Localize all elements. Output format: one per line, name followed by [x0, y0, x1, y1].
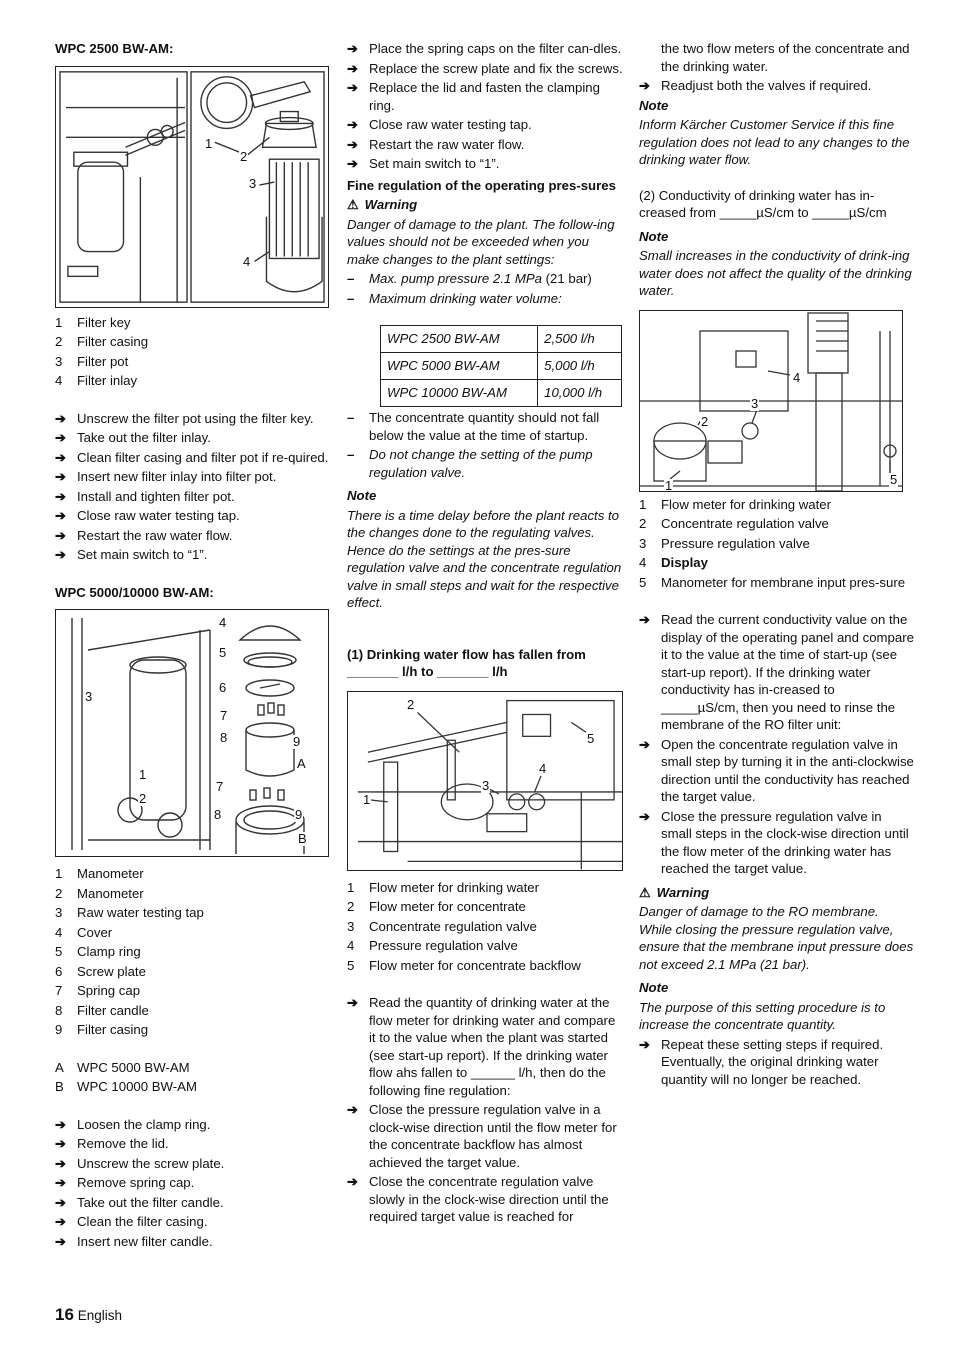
note-heading: Note [639, 97, 669, 113]
legend-item: 9 Filter casing [55, 1022, 149, 1037]
step-item: ➔ Close the pressure regulation valve in a clock-wise direction until the flow meter for the concentrate backflow has almost achieved the target value. [347, 1102, 617, 1170]
legend-wpc-2500 [55, 314, 329, 390]
limit-item: – Do not change the setting of the pump regulation valve. [347, 447, 593, 480]
fig2-label-2: 2 [139, 791, 147, 806]
fig2-label-6: 6 [219, 680, 227, 695]
continued-text: the two flow meters of the concentrate and the drinking water. [661, 41, 910, 74]
fig2-label-7a: 7 [220, 708, 228, 723]
fig4-label-4: 4 [793, 369, 801, 385]
legend-item: 4 Pressure regulation valve [347, 938, 518, 953]
filter-illustration [56, 67, 328, 307]
note-text: The purpose of this setting procedure is to increase the concentrate quantity. [639, 999, 886, 1032]
column-3 [639, 40, 915, 1090]
steps-conductivity [639, 611, 915, 878]
figure-wpc-5000-filter [55, 609, 329, 857]
step-item: ➔ Unscrew the screw plate. [55, 1155, 225, 1171]
fig2-label-1: 1 [139, 767, 147, 782]
fine-regulation-heading: Fine regulation of the operating pres-sures [347, 177, 616, 193]
warning-heading: ⚠ Warning [347, 197, 418, 212]
fig2-label-7b: 7 [216, 779, 224, 794]
step-item: ➔ Read the current conductivity value on the display of the operating panel and compare it to the value at the time of start-up (see start-up report). If the drinking water conductivity has in-creased to _____µS/cm, then you need to rinse the membrane of the RO filter unit: [639, 612, 914, 732]
legend-item: 2 Manometer [55, 885, 144, 901]
step-item: ➔ Restart the raw water flow. [55, 527, 233, 543]
page-footer [55, 1306, 122, 1325]
page-number: 16 [55, 1305, 74, 1324]
max-volume-table [380, 325, 622, 407]
fig3-label-5: 5 [587, 730, 595, 746]
column-1 [55, 40, 329, 1252]
step-item: ➔ Place the spring caps on the filter can-dles. [347, 41, 622, 56]
step-item: ➔ Remove spring cap. [55, 1175, 195, 1190]
table-row: WPC 5000 BW-AM 5,000 l/h [381, 353, 622, 380]
legend-item: 1 Manometer [55, 866, 144, 881]
fig2-label-3: 3 [85, 689, 93, 704]
figure-drinking-water-flow [347, 691, 623, 871]
note-text: Small increases in the conductivity of drink-ing water does not affect the quality of the drinking water. [639, 248, 912, 298]
legend-item: 2 Flow meter for concentrate [347, 899, 526, 914]
step-item: ➔ Take out the filter candle. [55, 1194, 224, 1210]
step-item: ➔ Close raw water testing tap. [347, 117, 532, 132]
legend-variants [55, 1059, 329, 1096]
fig2-label-A: A [297, 756, 306, 771]
limits-list [347, 270, 623, 307]
fig2-label-5: 5 [219, 645, 227, 660]
fig4-label-5: 5 [890, 471, 898, 487]
legend-item: 1 Flow meter for drinking water [347, 879, 540, 895]
steps-repeat [639, 1036, 915, 1089]
fig4-label-1: 1 [665, 477, 673, 492]
step-item: ➔ Set main switch to “1”. [55, 547, 208, 562]
legend-item: 2 Filter casing [55, 334, 149, 349]
limit-item: – Maximum drinking water volume: [347, 290, 562, 306]
legend-item: 8 Filter candle [55, 1002, 149, 1018]
fig2-label-9a: 9 [293, 734, 301, 749]
fig2-label-8a: 8 [220, 730, 228, 745]
conductivity-heading: (2) Conductivity of drinking water has in-creased from _____µS/cm to _____µS/cm [639, 187, 887, 220]
step-item: ➔ Read the quantity of drinking water at the flow meter for drinking water and compare it to the value when the plant was started (see start-up report). If the drinking water flow ahs fallen to ______ l/h, then do the following fine regulation: [347, 995, 616, 1098]
note-heading: Note [347, 488, 377, 503]
legend-item: 5 Manometer for membrane input pres-sure [639, 574, 906, 590]
fig4-label-3: 3 [751, 395, 759, 411]
step-item: ➔ Close the pressure regulation valve in small steps in the clock-wise direction until the flow meter of the drinking water has reached the target value. [639, 808, 909, 876]
step-item: ➔ Clean filter casing and filter pot if re-quired. [55, 449, 329, 465]
step-item: ➔ Install and tighten filter pot. [55, 488, 235, 504]
step-item: ➔ Set main switch to “1”. [347, 156, 500, 171]
fig1-label-2: 2 [240, 148, 248, 164]
step-item: ➔ Open the concentrate regulation valve in small step by turning it in the anti-clockwise direction until the conductivity has reached the target value. [639, 736, 914, 804]
step-item: ➔ Replace the screw plate and fix the screws. [347, 60, 623, 76]
step-item: ➔ Repeat these setting steps if required. Eventually, the original drinking water quantity will no longer be reached. [639, 1036, 884, 1087]
heading-wpc-5000: WPC 5000/10000 BW-AM: [55, 584, 214, 600]
step-item: ➔ Loosen the clamp ring. [55, 1116, 211, 1132]
legend-item: 1 Flow meter for drinking water [639, 496, 832, 512]
plant-illustration-2 [640, 311, 902, 491]
legend-item: 3 Pressure regulation valve [639, 535, 810, 551]
legend-item: B WPC 10000 BW-AM [55, 1079, 197, 1094]
warning-text: Danger of damage to the plant. The follow-ing values should not be exceeded when you make changes to the plant settings: [347, 216, 615, 267]
limit-item: – The concentrate quantity should not fall below the value at the time of startup. [347, 410, 600, 443]
table-row: WPC 2500 BW-AM 2,500 l/h [381, 326, 622, 353]
legend-item: 5 Flow meter for concentrate backflow [347, 957, 581, 973]
note-heading: Note [639, 980, 669, 995]
fig1-label-1: 1 [205, 135, 213, 151]
fig2-label-8b: 8 [214, 807, 222, 822]
step-item: ➔ Close raw water testing tap. [55, 508, 240, 523]
legend-item: 1 Filter key [55, 314, 131, 330]
warning-icon: ⚠ [639, 884, 651, 900]
note-text: Inform Kärcher Customer Service if this fine regulation does not lead to any changes to the drinking water flow. [639, 117, 910, 167]
step-item: ➔ Readjust both the valves if required. [639, 78, 872, 93]
table-row: WPC 10000 BW-AM 10,000 l/h [381, 380, 622, 407]
fig1-label-3: 3 [249, 175, 257, 191]
step-item: ➔ Insert new filter candle. [55, 1233, 213, 1249]
step-item: ➔ Insert new filter inlay into filter pot. [55, 469, 277, 484]
fig2-label-B: B [298, 831, 307, 846]
legend-wpc-5000 [55, 865, 329, 1039]
figure-conductivity [639, 310, 903, 492]
legend-item: 7 Spring cap [55, 983, 141, 998]
step-item: ➔ Remove the lid. [55, 1136, 169, 1151]
fig3-label-4: 4 [539, 760, 547, 776]
legend-item: 4 Cover [55, 924, 113, 940]
warning-icon: ⚠ [347, 197, 359, 212]
figure-wpc-2500-filter [55, 66, 329, 308]
note-heading: Note [639, 228, 669, 244]
legend-item: 3 Concentrate regulation valve [347, 918, 537, 934]
legend-conductivity [639, 496, 915, 592]
footer-language: English [77, 1308, 122, 1323]
step-item: ➔ Replace the lid and fasten the clamping ring. [347, 80, 600, 113]
note-text: There is a time delay before the plant reacts to the changes done to the regulating valves. Hence do the settings at the pres-sure regulation valve and the concentrate regulation valve in small steps and wait for the respective effect. [347, 507, 622, 610]
step-item: ➔ Clean the filter casing. [55, 1214, 208, 1229]
limits-list-2 [347, 409, 623, 481]
legend-item: A WPC 5000 BW-AM [55, 1059, 190, 1075]
step-item: ➔ Unscrew the filter pot using the filter key. [55, 410, 314, 426]
fig1-label-4: 4 [243, 253, 251, 269]
legend-item: 3 Filter pot [55, 353, 129, 369]
step-item: ➔ Close the concentrate regulation valve slowly in the clock-wise direction until the required target value is reached for [347, 1174, 609, 1224]
fig2-label-4: 4 [219, 615, 227, 630]
steps-readjust [639, 77, 915, 95]
steps-fine-regulation [347, 994, 623, 1226]
step-item: ➔ Restart the raw water flow. [347, 136, 525, 152]
fig3-label-3: 3 [482, 777, 490, 793]
limit-item: – Max. pump pressure 2.1 MPa (21 bar) [347, 271, 592, 286]
steps-reassembly [347, 40, 623, 173]
legend-drinking-water [347, 879, 623, 975]
legend-item: 3 Raw water testing tap [55, 905, 204, 920]
legend-item: 6 Screw plate [55, 963, 146, 979]
fig3-label-2: 2 [407, 696, 415, 712]
fig4-label-2: 2 [701, 413, 709, 429]
column-2 [347, 40, 623, 1228]
drinking-water-heading: (1) Drinking water flow has fallen from _______ l/h to _______ l/h [347, 646, 586, 679]
legend-item: 2 Concentrate regulation valve [639, 516, 829, 531]
warning-text: Danger of damage to the RO membrane. While closing the pressure regulation valve, ensure that the membrane input pressure does not exceed 2.1 MPa (21 bar). [639, 904, 914, 972]
steps-wpc-2500 [55, 410, 329, 564]
filter-candle-illustration [56, 610, 328, 856]
fig3-label-1: 1 [363, 791, 371, 807]
legend-item: 5 Clamp ring [55, 944, 141, 959]
steps-wpc-5000 [55, 1116, 329, 1251]
legend-item: 4 Display [639, 555, 708, 570]
heading-wpc-2500: WPC 2500 BW-AM: [55, 41, 174, 56]
warning-heading: ⚠ Warning [639, 884, 710, 900]
fig2-label-9b: 9 [295, 807, 303, 822]
step-item: ➔ Take out the filter inlay. [55, 430, 211, 445]
legend-item: 4 Filter inlay [55, 373, 138, 388]
